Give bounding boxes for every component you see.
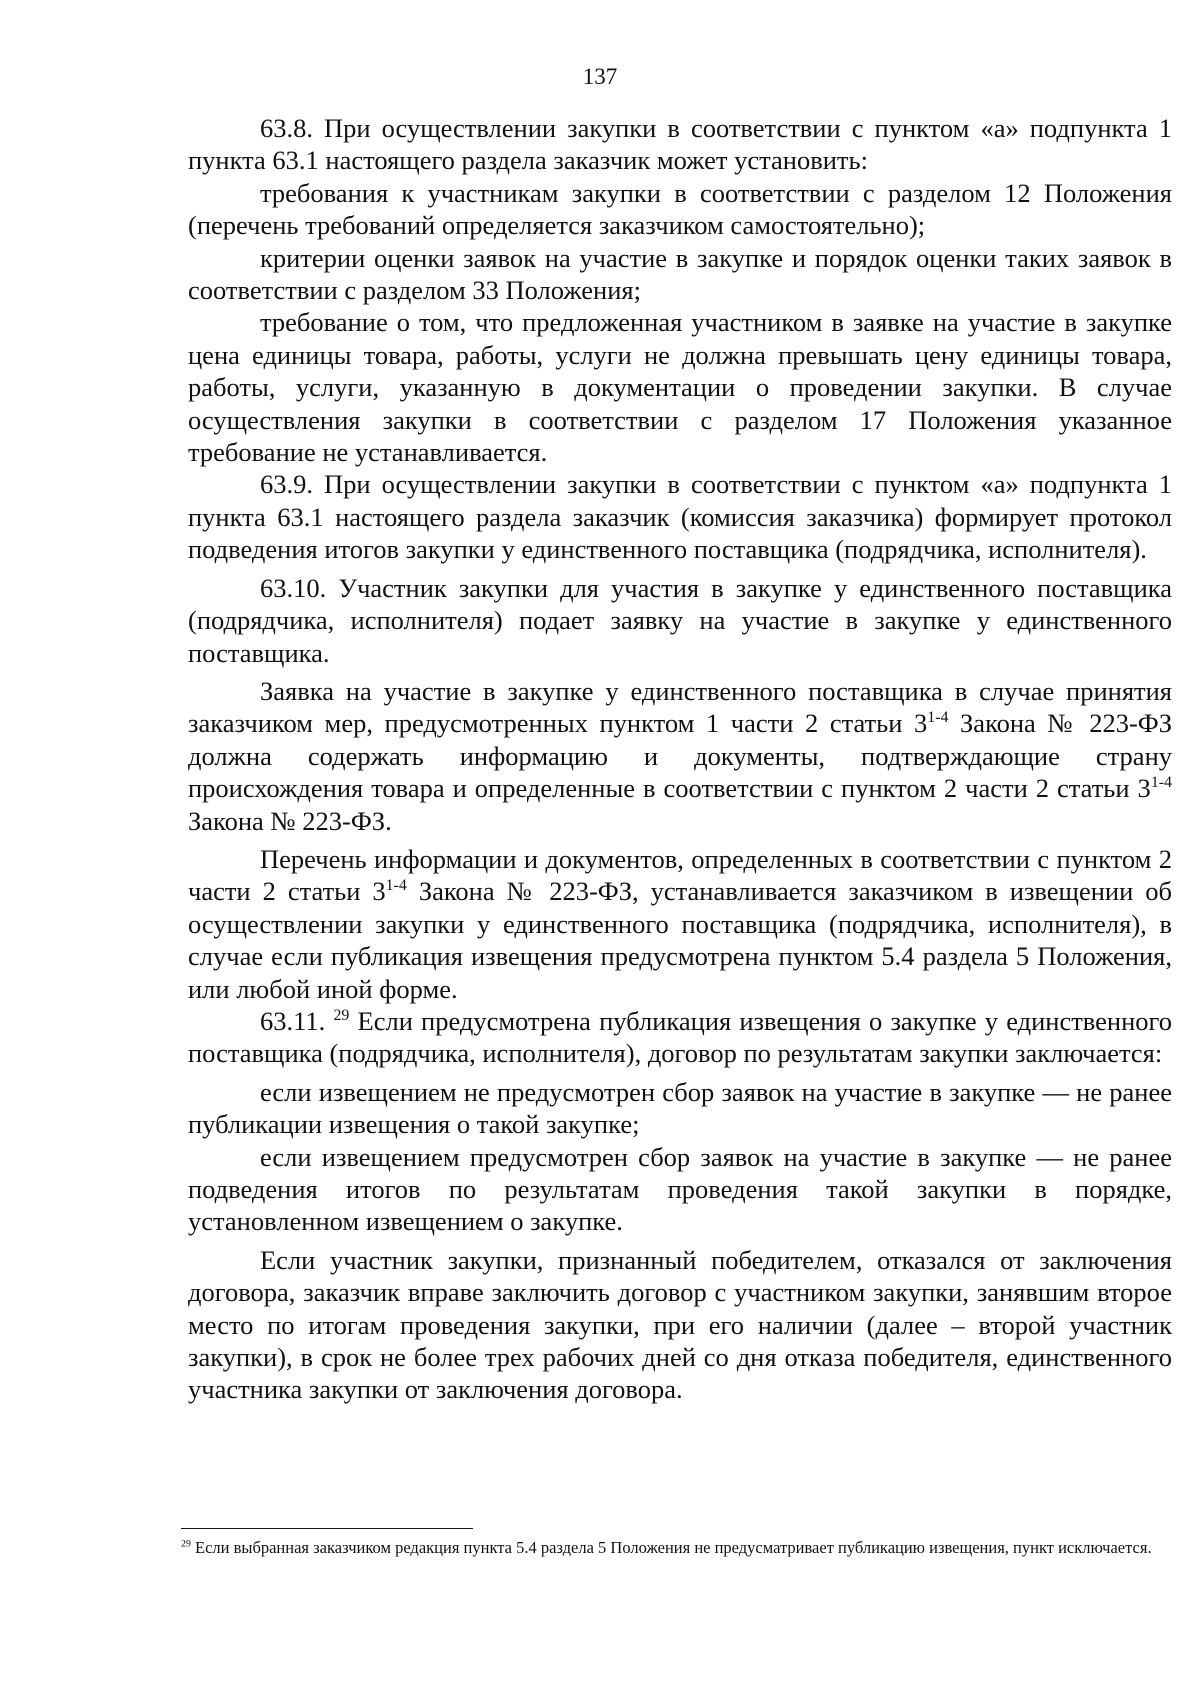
paragraph-63-8: 63.8. При осуществлении закупки в соответствии с пунктом «а» подпункта 1 пункта 63.1 настоящего раздела заказчик может установить: bbox=[188, 113, 1172, 176]
paragraph-requirements: требования к участникам закупки в соответствии с разделом 12 Положения (перечень требований определяется заказчиком самостоятельно); bbox=[188, 177, 1172, 241]
footnote-text: Если выбранная заказчиком редакция пункта 5.4 раздела 5 Положения не предусматривает публикацию извещения, пункт исключается. bbox=[190, 1538, 1152, 1557]
paragraph-63-10: 63.10. Участник закупки для участия в закупке у единственного поставщика (подрядчика, исполнителя) подает заявку на участие в закупке у единственного поставщика. bbox=[188, 572, 1172, 668]
superscript: 1-4 bbox=[1150, 774, 1172, 792]
footnote bbox=[181, 1538, 1165, 1558]
text-run: Если предусмотрена публикация извещения о закупке у единственного поставщика (подрядчика, исполнителя), договор по результатам закупки заключается: bbox=[188, 1005, 1172, 1069]
paragraph-collection: если извещением предусмотрен сбор заявок на участие в закупке — не ранее подведения итогов по результатам проведения такой закупки в порядке, установленном извещением о закупке. bbox=[188, 1141, 1172, 1237]
text-run: 63.11. bbox=[260, 1005, 334, 1036]
text-run: Перечень информации и документов, определенных в соответствии с пунктом 2 части 2 статьи 3 bbox=[188, 843, 1172, 907]
paragraph-application bbox=[188, 675, 1172, 837]
text-run: Закона № 223-ФЗ должна содержать информацию и документы, подтверждающие страну происхождения товара и определенные в соответствии с пунктом 2 части 2 статьи 3 bbox=[188, 708, 1172, 804]
superscript: 1-4 bbox=[385, 877, 407, 895]
footnote-mark: 29 bbox=[181, 1538, 191, 1550]
paragraph-criteria: критерии оценки заявок на участие в закупке и порядок оценки таких заявок в соответствии с разделом 33 Положения; bbox=[188, 242, 1172, 306]
paragraph-documents-list bbox=[188, 843, 1172, 1005]
document-body bbox=[188, 112, 1172, 1406]
paragraph-no-collection: если извещением не предусмотрен сбор заявок на участие в закупке — не ранее публикации извещения о такой закупке; bbox=[188, 1076, 1172, 1140]
text-run: Заявка на участие в закупке у единственного поставщика в случае принятия заказчиком мер, предусмотренных пунктом 1 части 2 статьи 3 bbox=[188, 675, 1172, 739]
text-run: Закона № 223-ФЗ, устанавливается заказчиком в извещении об осуществлении закупки у единственного поставщика (подрядчика, исполнителя), в случае если публикация извещения предусмотрена пунктом 5.4 раздела 5 Положения, или любой иной форме. bbox=[188, 876, 1172, 1004]
page-number: 137 bbox=[582, 64, 618, 89]
paragraph-63-11 bbox=[188, 1005, 1172, 1070]
footnote-reference: 29 bbox=[333, 1007, 350, 1025]
superscript: 1-4 bbox=[927, 709, 949, 727]
paragraph-63-9: 63.9. При осуществлении закупки в соответствии с пунктом «а» подпункта 1 пункта 63.1 настоящего раздела заказчик (комиссия заказчика) формирует протокол подведения итогов закупки у единственного поставщика (подрядчика, исполнителя). bbox=[188, 469, 1172, 565]
paragraph-winner-refusal: Если участник закупки, признанный победителем, отказался от заключения договора, заказчик вправе заключить договор с участником закупки, занявшим второе место по итогам проведения закупки, при его наличии (далее – второй участник закупки), в срок не более трех рабочих дней со дня отказа победителя, единственного участника закупки от заключения договора. bbox=[188, 1244, 1172, 1405]
paragraph-price-requirement: требование о том, что предложенная участником в заявке на участие в закупке цена единицы товара, работы, услуги не должна превышать цену единицы товара, работы, услуги, указанную в документации о проведении закупки. В случае осуществления закупки в соответствии с разделом 17 Положения указанное требование не устанавливается. bbox=[188, 307, 1172, 468]
text-run: Закона № 223-ФЗ. bbox=[188, 805, 392, 836]
footnote-separator bbox=[181, 1528, 473, 1529]
